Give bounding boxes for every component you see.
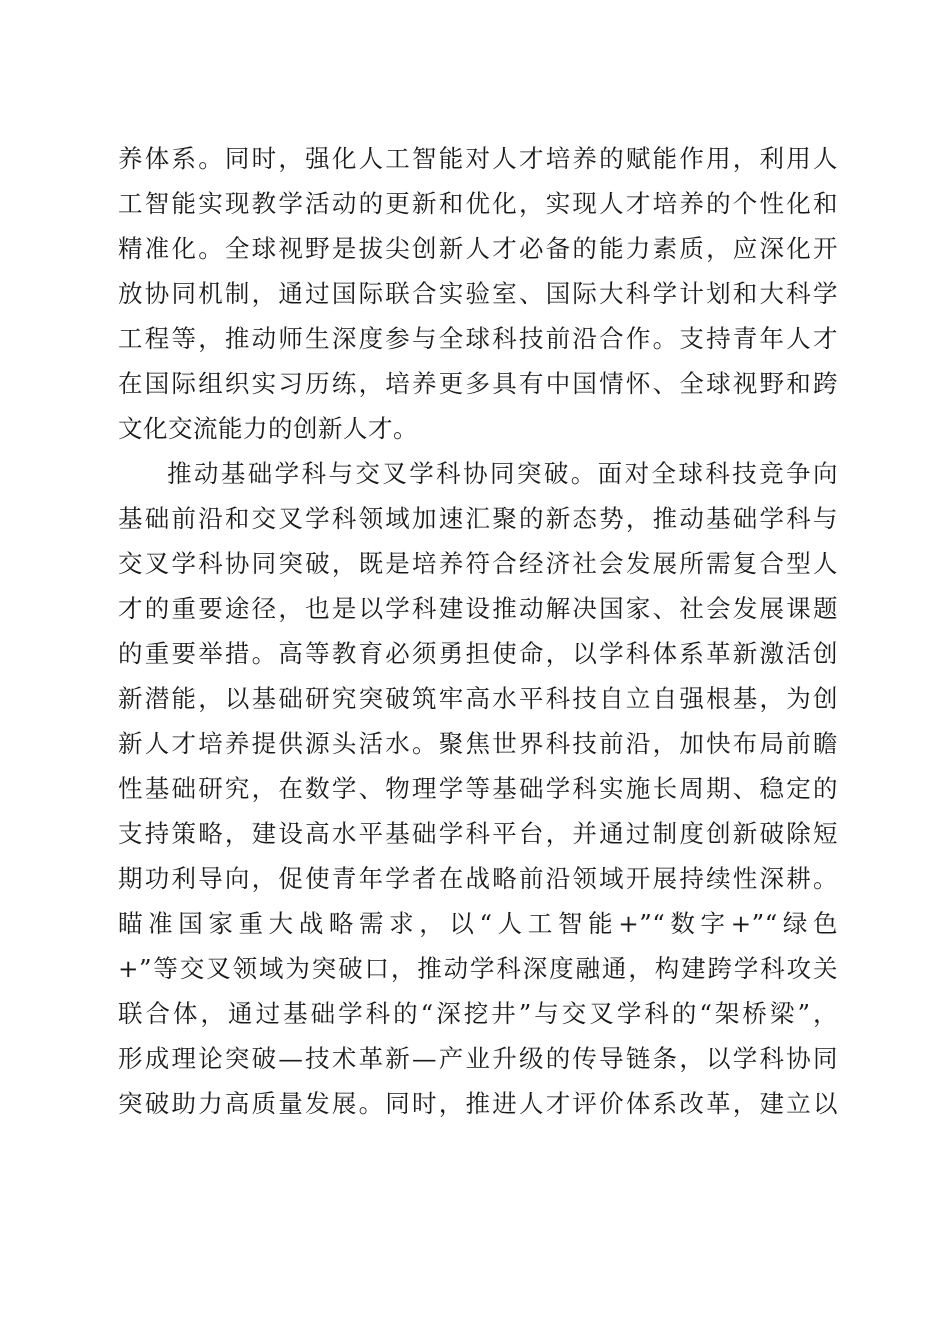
text-line: 的重要举措。高等教育必须勇担使命，以学科体系革新激活创 (118, 639, 838, 668)
text-line: 形成理论突破—技术革新—产业升级的传导链条，以学科协同 (118, 1044, 838, 1073)
text-line: 工程等，推动师生深度参与全球科技前沿合作。支持青年人才 (118, 324, 838, 353)
text-line: 工智能实现教学活动的更新和优化，实现人才培养的个性化和 (118, 189, 838, 218)
paragraph-2 (118, 451, 838, 1126)
text-line: 性基础研究，在数学、物理学等基础学科实施长周期、稳定的 (118, 774, 838, 803)
paragraph-1 (118, 136, 838, 451)
text-line: 新人才培养提供源头活水。聚焦世界科技前沿，加快布局前瞻 (118, 729, 838, 758)
text-line: 精准化。全球视野是拔尖创新人才必备的能力素质，应深化开 (118, 234, 838, 263)
text-line: 支持策略，建设高水平基础学科平台，并通过制度创新破除短 (118, 819, 838, 848)
text-line: 基础前沿和交叉学科领域加速汇聚的新态势，推动基础学科与 (118, 504, 838, 533)
text-line: 放协同机制，通过国际联合实验室、国际大科学计划和大科学 (118, 279, 838, 308)
text-line: 推动基础学科与交叉学科协同突破。面对全球科技竞争向 (167, 459, 838, 488)
text-line: 才的重要途径，也是以学科建设推动解决国家、社会发展课题 (118, 594, 838, 623)
text-line: 新潜能，以基础研究突破筑牢高水平科技自立自强根基，为创 (118, 684, 838, 713)
text-line: 养体系。同时，强化人工智能对人才培养的赋能作用，利用人 (118, 144, 838, 173)
text-line: 文化交流能力的创新人才。 (118, 414, 418, 443)
text-line: +”等交叉领域为突破口，推动学科深度融通，构建跨学科攻关 (118, 954, 838, 983)
text-line: 期功利导向，促使青年学者在战略前沿领域开展持续性深耕。 (118, 864, 838, 893)
text-line: 交叉学科协同突破，既是培养符合经济社会发展所需复合型人 (118, 549, 838, 578)
body-text (118, 136, 838, 1126)
text-line: 瞄准国家重大战略需求，以“人工智能+”“数字+”“绿色 (118, 909, 838, 938)
text-line: 突破助力高质量发展。同时，推进人才评价体系改革，建立以 (118, 1089, 838, 1118)
text-line: 联合体，通过基础学科的“深挖井”与交叉学科的“架桥梁”， (118, 999, 838, 1028)
text-line: 在国际组织实习历练，培养更多具有中国情怀、全球视野和跨 (118, 369, 838, 398)
